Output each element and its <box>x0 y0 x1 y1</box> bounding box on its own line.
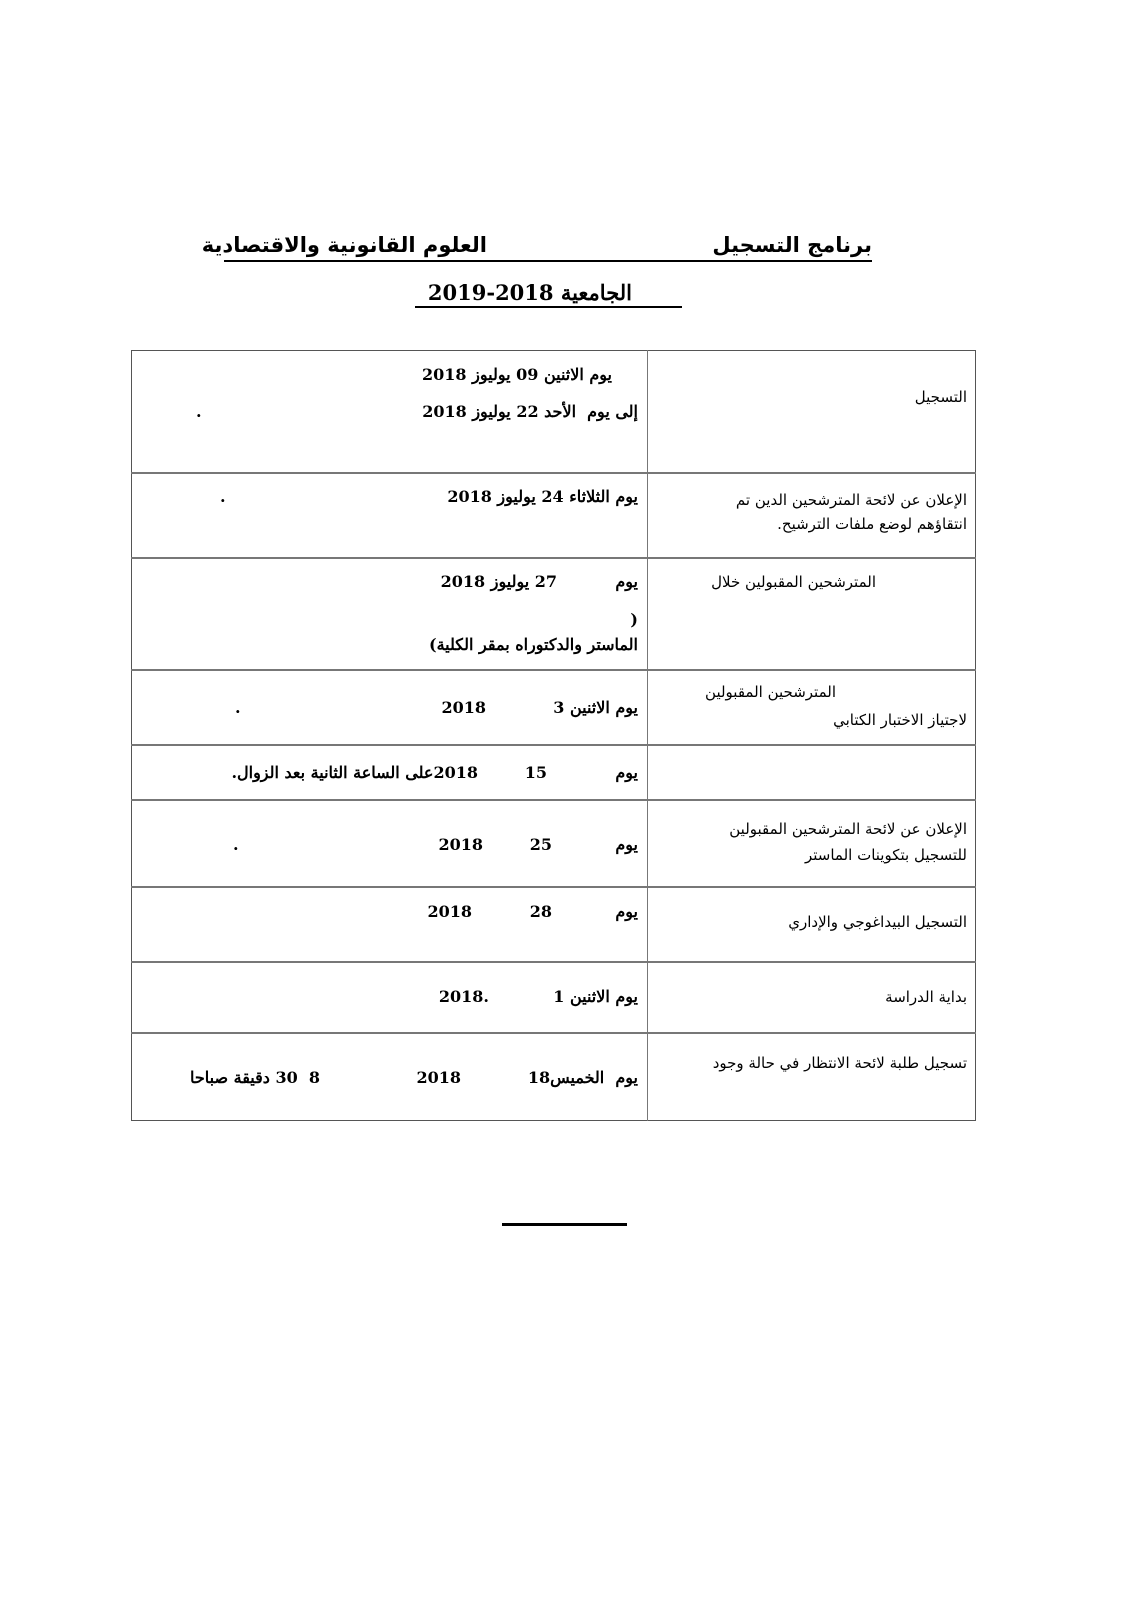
row-date: 8 30 دقيقة صباحا <box>189 1068 320 1087</box>
row-divider <box>131 557 976 559</box>
row-divider <box>131 472 976 474</box>
row-divider <box>131 799 976 801</box>
row-date: 2018 <box>441 698 486 717</box>
row-date: يوم الاثنين 3 <box>553 698 638 717</box>
row-date: يوم الاثنين 1 <box>553 987 638 1006</box>
row-dot: . <box>220 487 226 506</box>
row-date: يوم الثلاثاء 24 يوليوز 2018 <box>447 487 638 506</box>
row-date: 27 يوليوز 2018 <box>440 572 557 591</box>
footer-rule <box>502 1223 627 1226</box>
row-date: يوم الاثنين 09 يوليوز 2018 <box>422 365 612 384</box>
row-date: 2018على الساعة الثانية بعد الزوال. <box>231 763 478 782</box>
row-label: المترشحين المقبولين <box>705 683 836 701</box>
row-date: إلى يوم الأحد 22 يوليوز 2018 <box>422 402 638 421</box>
row-label: التسجيل البيداغوجي والإداري <box>788 913 967 931</box>
row-date: 28 <box>529 902 552 921</box>
row-divider <box>131 1032 976 1034</box>
row-label: تسجيل طلبة لائحة الانتظار في حالة وجود <box>712 1054 967 1072</box>
row-label: الإعلان عن لائحة المترشحين المقبولين <box>729 820 967 838</box>
row-date: الماستر والدكتوراه بمقر الكلية) <box>429 635 638 654</box>
row-label: لاجتياز الاختبار الكتابي <box>833 711 967 729</box>
row-date: يوم <box>615 572 638 591</box>
row-label: للتسجيل بتكوينات الماستر <box>804 846 967 864</box>
title-year: الجامعية 2018-2019 <box>427 280 632 305</box>
row-divider <box>131 886 976 888</box>
row-date: يوم <box>615 835 638 854</box>
title-underline <box>224 260 872 262</box>
row-date: 25 <box>529 835 552 854</box>
title-faculty: العلوم القانونية والاقتصادية <box>201 233 487 257</box>
row-dot: . <box>233 835 239 854</box>
row-label: الإعلان عن لائحة المترشحين الدين تم <box>735 491 967 509</box>
column-divider <box>647 350 648 1121</box>
row-divider <box>131 669 976 671</box>
row-label: المترشحين المقبولين خلال <box>711 573 876 591</box>
row-date: يوم <box>615 902 638 921</box>
row-date: .2018 <box>438 987 489 1006</box>
row-date: 2018 <box>416 1068 461 1087</box>
row-label: بداية الدراسة <box>885 988 967 1006</box>
year-underline <box>415 306 682 308</box>
row-date: 15 <box>524 763 547 782</box>
title-program: برنامج التسجيل <box>712 233 872 257</box>
row-date: يوم الخميس18 <box>527 1068 638 1087</box>
row-divider <box>131 961 976 963</box>
row-dot: . <box>235 698 241 717</box>
row-date: ( <box>630 610 638 629</box>
row-divider <box>131 744 976 746</box>
row-date: 2018 <box>427 902 472 921</box>
row-label: التسجيل <box>914 388 967 406</box>
row-date: يوم <box>615 763 638 782</box>
row-date: 2018 <box>438 835 483 854</box>
row-dot: . <box>196 402 202 421</box>
row-label: انتقاؤهم لوضع ملفات الترشيح. <box>777 515 967 533</box>
